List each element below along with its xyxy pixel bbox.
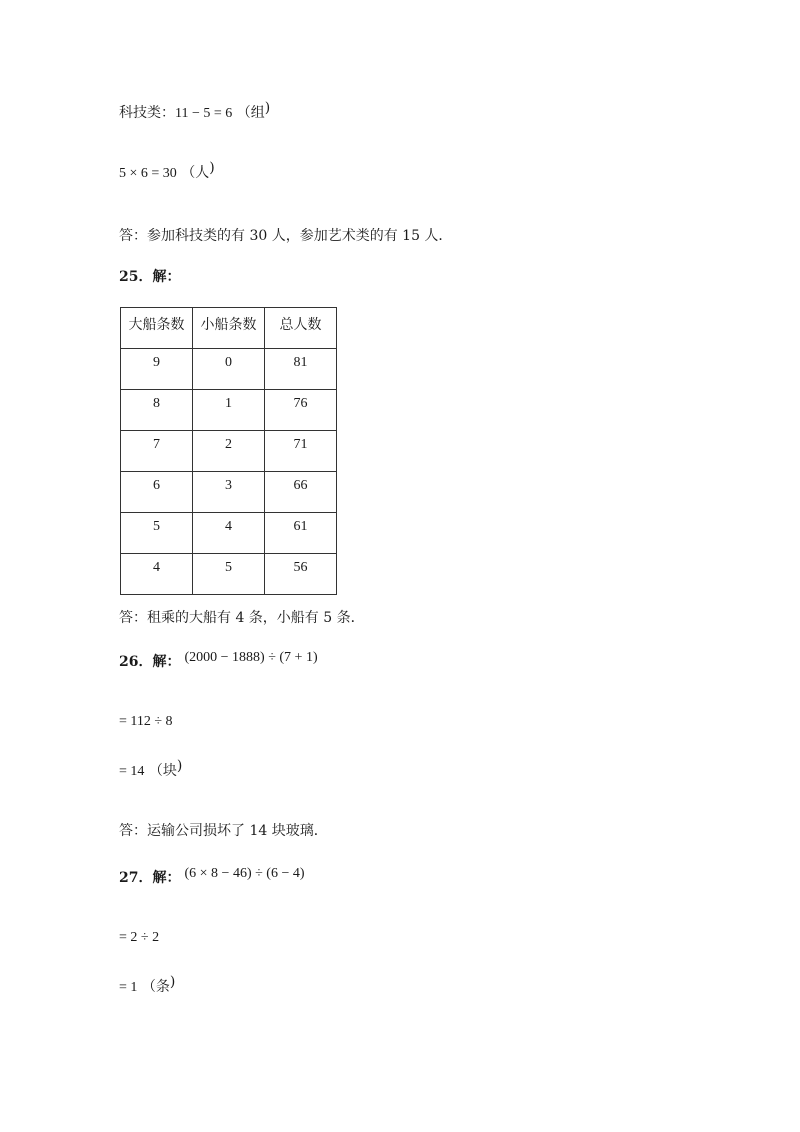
q26-close-paren: ) <box>176 758 183 774</box>
table-cell: 8 <box>121 390 193 431</box>
table-cell: 3 <box>193 472 265 513</box>
q27-step1-expression: = 2 ÷ 2 <box>119 930 160 945</box>
q27-step1 <box>119 928 159 947</box>
table-cell: 9 <box>121 349 193 390</box>
answer-25: 答：租乘的大船有 4 条，小船有 5 条． <box>119 610 365 626</box>
q26-label: 26．解： <box>119 654 181 670</box>
q26-line <box>119 650 318 672</box>
q26-expression: (2000 − 1888) ÷ (7 + 1) <box>184 650 318 665</box>
q26-step2-expression: = 14 <box>119 764 145 779</box>
table-cell: 2 <box>193 431 265 472</box>
table-cell: 4 <box>193 513 265 554</box>
table-cell: 66 <box>265 472 337 513</box>
table-cell: 5 <box>193 554 265 595</box>
keji-unit: （组 <box>236 105 265 121</box>
q27-label: 27．解： <box>119 870 181 886</box>
q27-line <box>119 866 305 888</box>
table-cell: 7 <box>121 431 193 472</box>
q27-close-paren: ) <box>169 974 176 990</box>
q25-label-text: 25．解： <box>119 269 181 285</box>
table-header-row <box>121 308 337 349</box>
ren-expression: 5 × 6 = 30 <box>119 166 177 181</box>
q27-step2 <box>119 974 176 997</box>
keji-label: 科技类： <box>119 105 175 121</box>
ren-close-paren: ) <box>209 160 215 176</box>
table-row <box>121 554 337 595</box>
keji-expression: 11 − 5 = 6 <box>175 106 233 121</box>
table-cell: 71 <box>265 431 337 472</box>
table-cell: 0 <box>193 349 265 390</box>
table-row <box>121 390 337 431</box>
q26-step1 <box>119 712 173 731</box>
table-row <box>121 513 337 554</box>
table-row <box>121 472 337 513</box>
header-cell: 总人数 <box>265 308 337 349</box>
ren-line <box>119 160 215 183</box>
table-cell: 76 <box>265 390 337 431</box>
answer-26: 答：运输公司损坏了 14 块玻璃． <box>119 823 328 839</box>
header-cell: 小船条数 <box>193 308 265 349</box>
boat-table <box>120 307 337 595</box>
q26-step2 <box>119 758 183 781</box>
q27-expression: (6 × 8 − 46) ÷ (6 − 4) <box>184 866 305 881</box>
q27-step2-expression: = 1 <box>119 980 138 995</box>
table-cell: 5 <box>121 513 193 554</box>
q26-unit: （块 <box>148 763 177 779</box>
table-row <box>121 431 337 472</box>
table-cell: 56 <box>265 554 337 595</box>
table-cell: 1 <box>193 390 265 431</box>
keji-line <box>119 100 271 123</box>
q26-step1-expression: = 112 ÷ 8 <box>119 714 173 729</box>
table-cell: 61 <box>265 513 337 554</box>
table-cell: 81 <box>265 349 337 390</box>
q27-unit: （条 <box>141 979 170 995</box>
answer-24: 答：参加科技类的有 30 人，参加艺术类的有 15 人． <box>119 228 453 244</box>
header-cell: 大船条数 <box>121 308 193 349</box>
ren-unit: （人 <box>181 165 210 181</box>
q25-label <box>119 268 180 286</box>
table-cell: 6 <box>121 472 193 513</box>
keji-close-paren: ) <box>264 100 271 116</box>
table-cell: 4 <box>121 554 193 595</box>
table-row <box>121 349 337 390</box>
